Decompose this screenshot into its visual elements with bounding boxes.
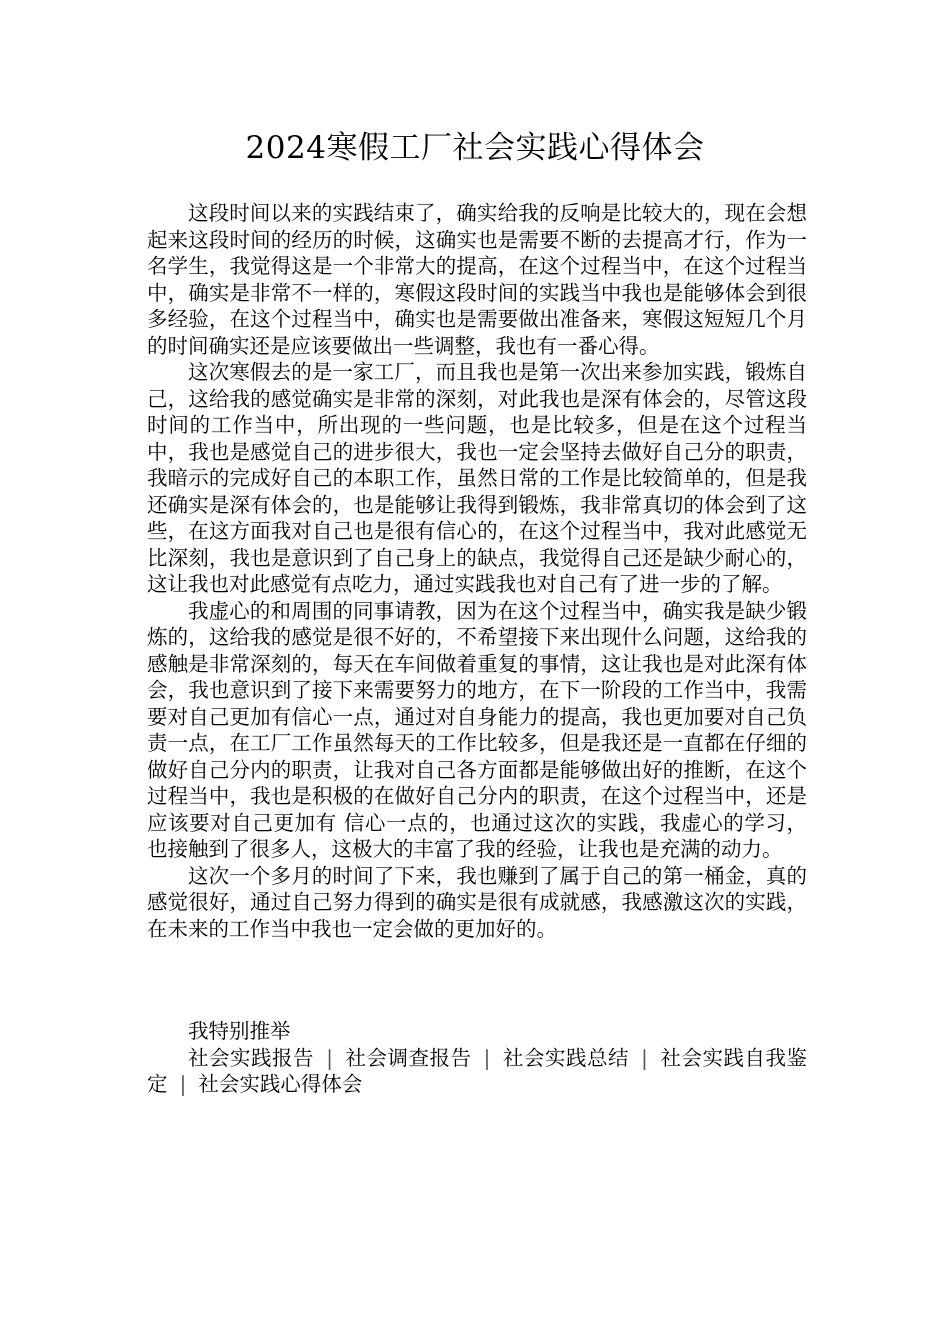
- link-separator: |: [483, 1045, 491, 1070]
- paragraph-1: 这段时间以来的实践结束了，确实给我的反响是比较大的，现在会想起来这段时间的经历的时候，这确实也是需要不断的去提高才行，作为一名学生，我觉得这是一个非常大的提高，在这个过程当中，在这个过程当中，确实是非常不一样的，寒假这段时间的实践当中我也是能够体会到很多经验，在这个过程当中，确实也是需要做出准备来，寒假这短短几个月的时间确实还是应该要做出一些调整，我也有一番心得。: [147, 201, 807, 358]
- link-separator: |: [641, 1045, 648, 1070]
- paragraph-3: 我虚心的和周围的同事请教，因为在这个过程当中，确实我是缺少锻炼的，这给我的感觉是很不好的，不希望接下来出现什么问题，这给我的感触是非常深刻的，每天在车间做着重复的事情，这让我也是对此深有体会，我也意识到了接下来需要努力的地方，在下一阶段的工作当中，我需要对自己更加有信心一点，通过对自身能力的提高，我也更加要对自己负责一点，在工厂工作虽然每天的工作比较多，但是我还是一直都在仔细的做好自己分内的职责，让我对自己各方面都是能够做出好的推断，在这个过程当中，我也是积极的在做好自己分内的职责，在这个过程当中，还是应该要对自己更加有 信心一点的，也通过这次的实践，我虚心的学习，也接触到了很多人，这极大的丰富了我的经验，让我也是充满的动力。: [147, 598, 807, 861]
- link-social-practice-self-appraisal[interactable]: 社会实践自我鉴定: [147, 1045, 808, 1096]
- paragraph-4: 这次一个多月的时间了下来，我也赚到了属于自己的第一桶金，真的感觉很好，通过自己努力得到的确实是很有成就感，我感激这次的实践，在未来的工作当中我也一定会做的更加好的。: [147, 863, 807, 941]
- link-social-practice-summary[interactable]: 社会实践总结: [502, 1045, 630, 1070]
- paragraph-2: 这次寒假去的是一家工厂，而且我也是第一次出来参加实践，锻炼自己，这给我的感觉确实是非常的深刻，对此我也是深有体会的，尽管这段时间的工作当中，所出现的一些问题，也是比较多，但是在这个过程当中，我也是感觉自己的进步很大，我也一定会坚持去做好自己分的职责，我暗示的完成好自己的本职工作，虽然日常的工作是比较简单的，但是我还确实是深有体会的，也是能够让我得到锻炼，我非常真切的体会到了这些，在这方面我对自己也是很有信心的，在这个过程当中，我对此感觉无比深刻，我也是意识到了自己身上的缺点，我觉得自己还是缺少耐心的，这让我也对此感觉有点吃力，通过实践我也对自己有了进一步的了解。: [147, 360, 807, 596]
- document-title: 2024寒假工厂社会实践心得体会: [245, 130, 705, 166]
- recommend-heading: 我特别推举: [188, 1019, 291, 1043]
- link-social-practice-report[interactable]: 社会实践报告: [188, 1045, 315, 1070]
- recommend-links: [147, 1045, 807, 1098]
- document-body: [147, 200, 807, 942]
- recommend-section: [147, 1018, 807, 1098]
- link-separator: |: [326, 1045, 333, 1070]
- link-social-survey-report[interactable]: 社会调查报告: [344, 1045, 472, 1070]
- link-separator: |: [179, 1072, 187, 1096]
- link-social-practice-reflections[interactable]: 社会实践心得体会: [198, 1072, 363, 1096]
